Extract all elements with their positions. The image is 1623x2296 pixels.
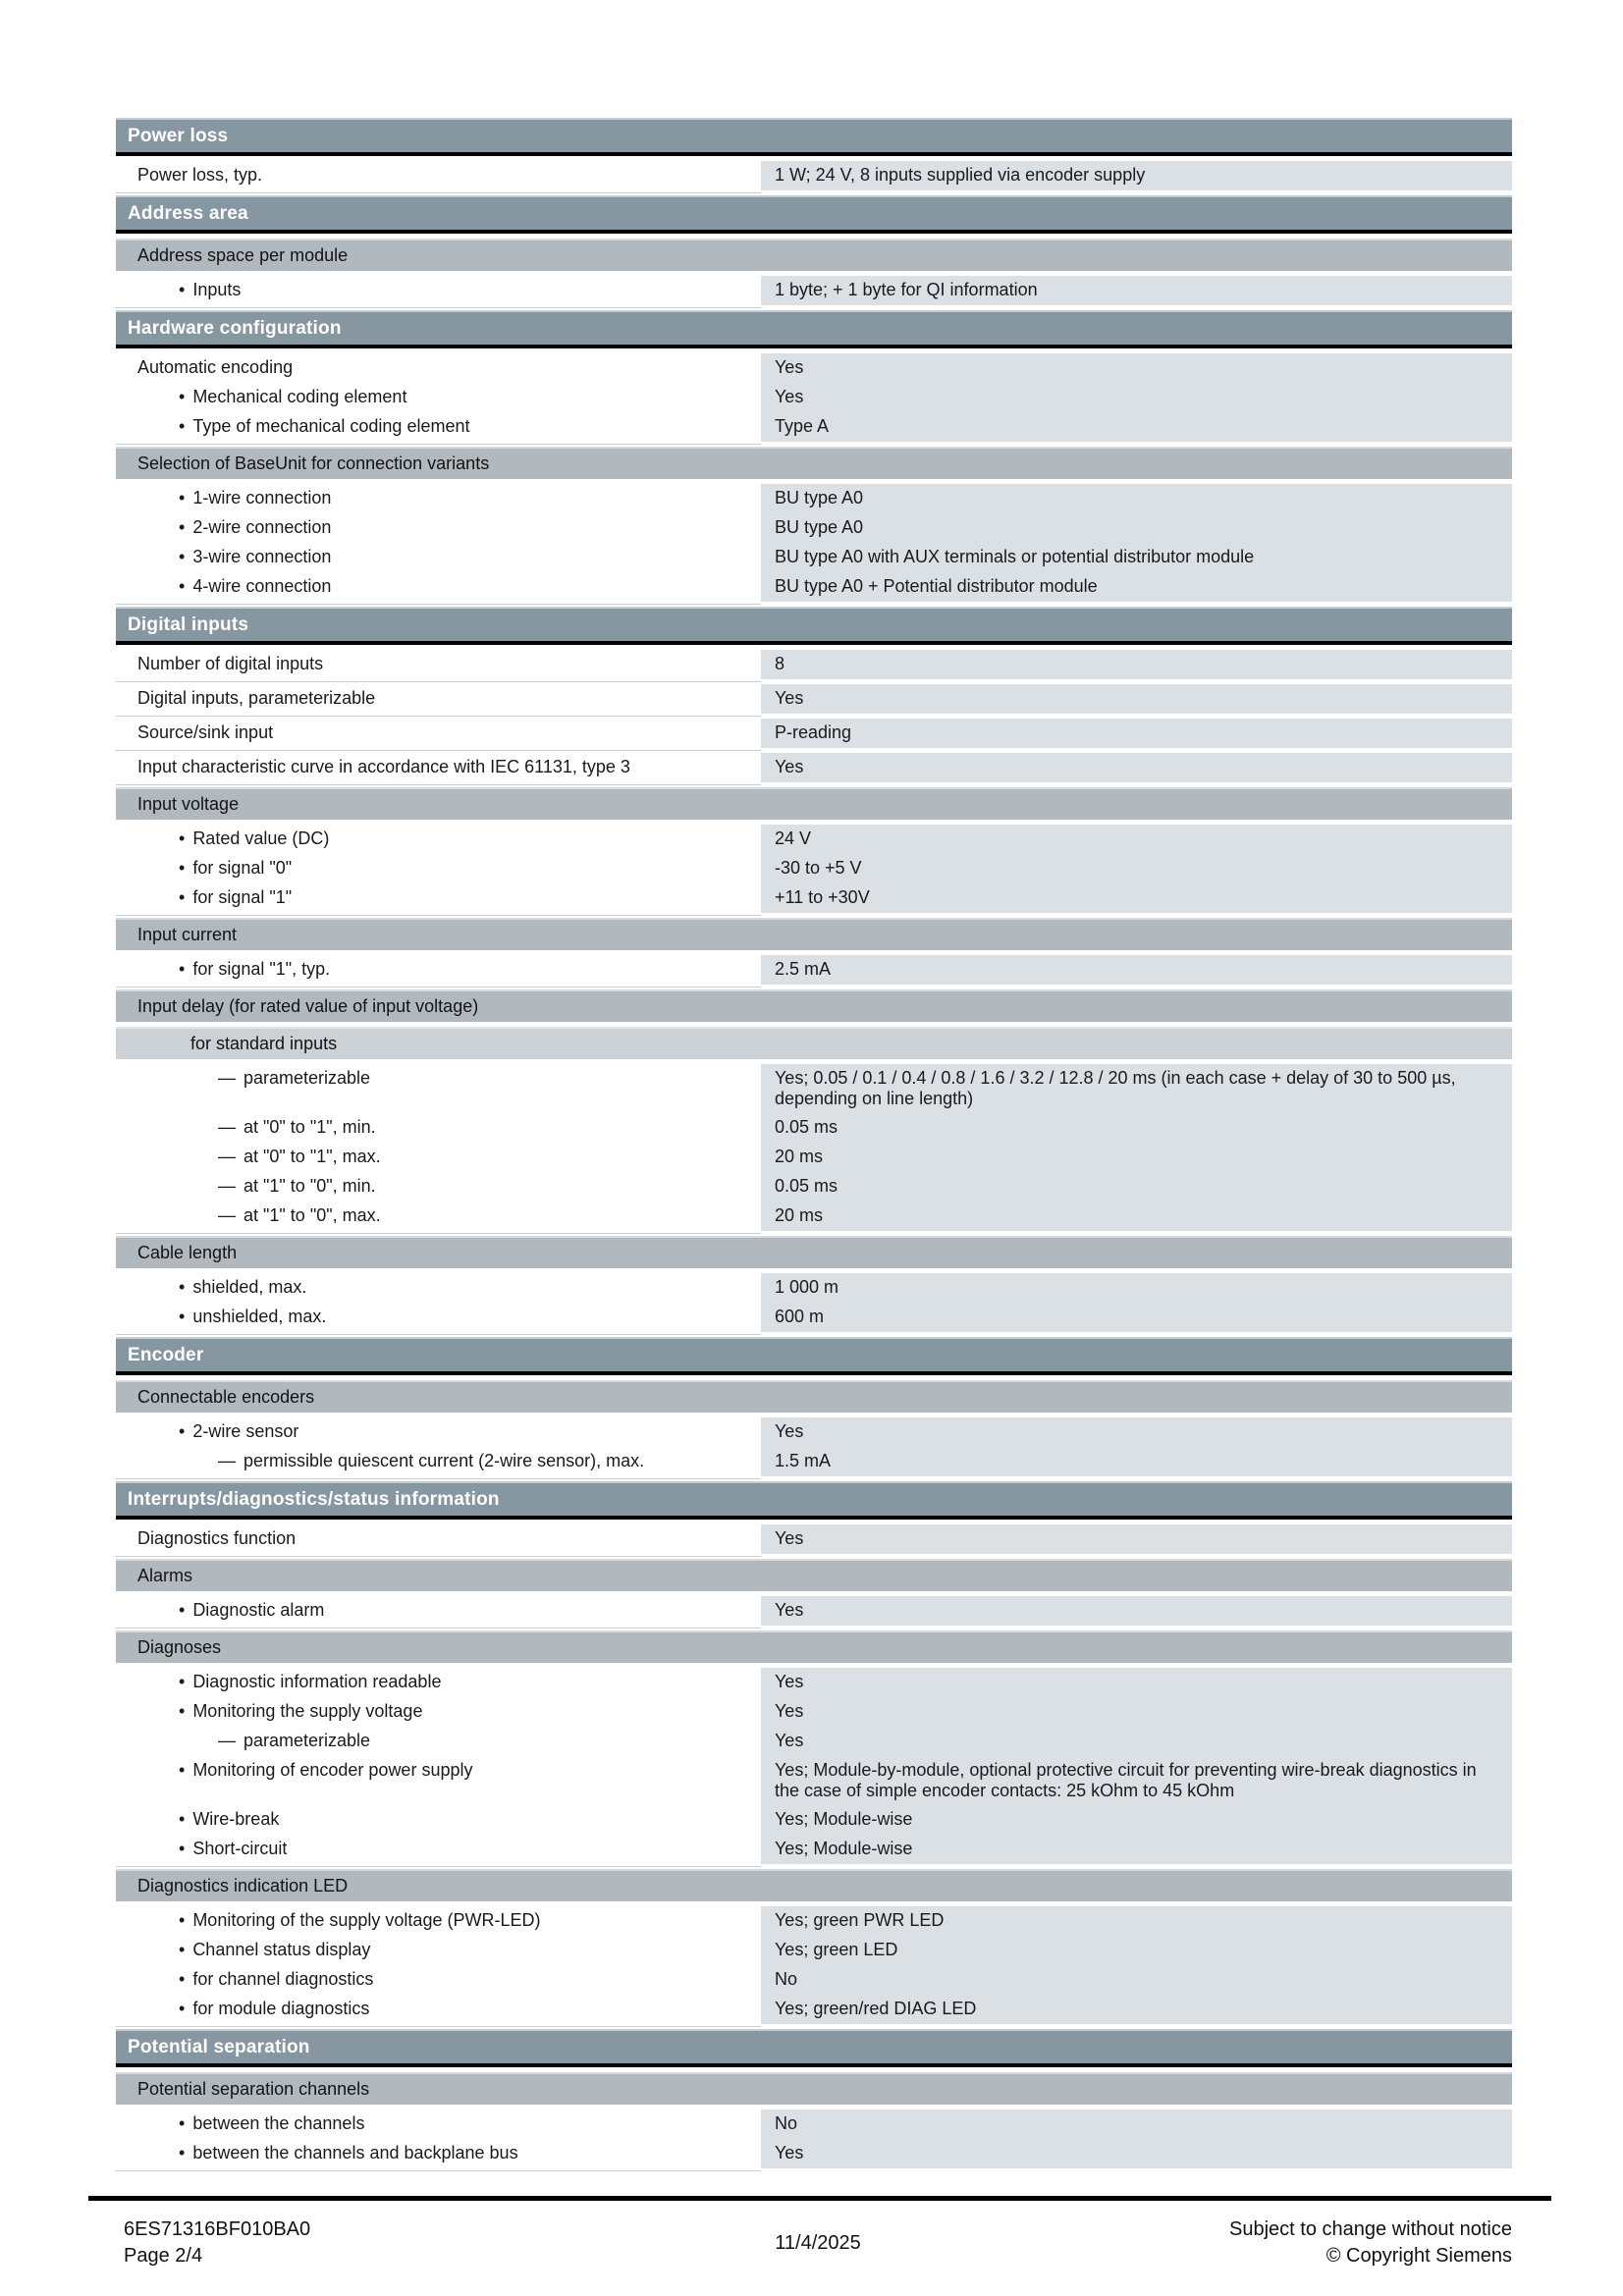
row-value — [761, 650, 1512, 679]
spec-row — [116, 650, 1512, 679]
footer-left — [124, 2216, 775, 2269]
row-label — [116, 513, 761, 543]
row-value-text: Yes — [774, 757, 804, 776]
spec-section — [116, 607, 1512, 1332]
row-value — [761, 1064, 1512, 1113]
row-label-text: Type of mechanical coding element — [192, 416, 470, 436]
row-label — [116, 2109, 761, 2139]
row-label-text: Input characteristic curve in accordance with IEC 61131, type 3 — [137, 757, 630, 776]
spec-row — [116, 1303, 1512, 1332]
row-value-text: Yes; 0.05 / 0.1 / 0.4 / 0.8 / 1.6 / 3.2 / 12.8 / 20 ms (in each case + delay of 30 to 500 µs, depending on line length) — [774, 1068, 1456, 1108]
bullet-marker: • — [179, 1969, 186, 1989]
spec-row — [116, 684, 1512, 714]
row-label — [116, 1417, 761, 1447]
dash-marker: — — [218, 1205, 236, 1225]
row-label — [116, 684, 761, 714]
row-label-text: for signal "0" — [192, 858, 293, 878]
row-label-text: Diagnostics function — [137, 1528, 297, 1548]
row-value — [761, 1936, 1512, 1965]
row-label-text: Short-circuit — [192, 1839, 288, 1858]
row-label — [116, 719, 761, 748]
spec-block — [116, 484, 1512, 602]
row-label-text: at "1" to "0", min. — [243, 1176, 376, 1196]
row-value — [761, 1447, 1512, 1476]
spec-section — [116, 310, 1512, 602]
page-number: Page 2/4 — [124, 2245, 203, 2267]
subheader: Potential separation channels — [116, 2072, 1512, 2105]
page-footer — [88, 2196, 1551, 2269]
row-value-text: P-reading — [774, 722, 851, 742]
spec-row — [116, 753, 1512, 782]
row-label-text: for channel diagnostics — [192, 1969, 374, 1989]
spec-row — [116, 353, 1512, 383]
bullet-marker: • — [179, 1999, 186, 2018]
bullet-marker: • — [179, 1600, 186, 1620]
row-label — [116, 1303, 761, 1332]
row-value — [761, 1995, 1512, 2024]
spec-row — [116, 854, 1512, 883]
subheader: Address space per module — [116, 239, 1512, 271]
spec-row — [116, 2139, 1512, 2168]
row-label — [116, 1201, 761, 1231]
row-label — [116, 1064, 761, 1113]
row-label — [116, 1697, 761, 1727]
spec-row — [116, 1273, 1512, 1303]
row-value-text: Yes — [774, 1672, 804, 1691]
row-label — [116, 1172, 761, 1201]
row-label-text: for signal "1" — [192, 887, 293, 907]
row-label — [116, 161, 761, 190]
section-divider — [116, 345, 1512, 348]
row-label — [116, 1995, 761, 2024]
section-divider — [116, 152, 1512, 156]
bullet-marker: • — [179, 2143, 186, 2163]
bullet-marker: • — [179, 387, 186, 406]
row-value — [761, 1596, 1512, 1626]
bullet-marker: • — [179, 576, 186, 596]
bullet-marker: • — [179, 887, 186, 907]
section-divider — [116, 2063, 1512, 2067]
row-value-text: Yes — [774, 357, 804, 377]
row-value — [761, 1524, 1512, 1554]
spec-row — [116, 955, 1512, 985]
subheader: Input current — [116, 918, 1512, 950]
row-label — [116, 484, 761, 513]
row-label — [116, 1143, 761, 1172]
subheader: Alarms — [116, 1559, 1512, 1591]
spec-section — [116, 1481, 1512, 2024]
spec-section — [116, 1337, 1512, 1476]
subheader: Diagnostics indication LED — [116, 1869, 1512, 1901]
row-value — [761, 2139, 1512, 2168]
row-label — [116, 1756, 761, 1805]
row-value-text: Yes — [774, 688, 804, 708]
section-header: Digital inputs — [116, 607, 1512, 641]
row-value-text: 1 000 m — [774, 1277, 839, 1297]
section-header: Hardware configuration — [116, 310, 1512, 345]
spec-row — [116, 1596, 1512, 1626]
spec-block — [116, 1273, 1512, 1332]
row-label-text: for signal "1", typ. — [192, 959, 331, 979]
row-label — [116, 1668, 761, 1697]
row-label-text: permissible quiescent current (2-wire sensor), max. — [243, 1451, 645, 1470]
row-value-text: +11 to +30V — [774, 887, 870, 907]
row-label-text: parameterizable — [243, 1068, 371, 1088]
spec-row — [116, 412, 1512, 442]
row-value — [761, 572, 1512, 602]
row-value — [761, 276, 1512, 305]
subheader: Selection of BaseUnit for connection variants — [116, 447, 1512, 479]
row-value — [761, 484, 1512, 513]
section-divider — [116, 230, 1512, 234]
row-label — [116, 543, 761, 572]
spec-row — [116, 883, 1512, 913]
row-value — [761, 1727, 1512, 1756]
row-label-text: 3-wire connection — [192, 547, 332, 566]
row-value-text: BU type A0 with AUX terminals or potential distributor module — [774, 547, 1255, 566]
row-value — [761, 854, 1512, 883]
row-label-text: Channel status display — [192, 1940, 371, 1959]
row-label-text: Mechanical coding element — [192, 387, 407, 406]
spec-block — [116, 1064, 1512, 1231]
spec-row — [116, 1965, 1512, 1995]
dash-marker: — — [218, 1147, 236, 1166]
row-value-text: 1 byte; + 1 byte for QI information — [774, 280, 1038, 299]
order-number: 6ES71316BF010BA0 — [124, 2218, 311, 2240]
row-label — [116, 1447, 761, 1476]
spec-row — [116, 1835, 1512, 1864]
spec-row — [116, 1064, 1512, 1113]
row-label — [116, 1596, 761, 1626]
row-label-text: for module diagnostics — [192, 1999, 370, 2018]
subheader: Connectable encoders — [116, 1380, 1512, 1413]
datasheet-page — [116, 118, 1512, 2269]
row-value — [761, 825, 1512, 854]
bullet-marker: • — [179, 1940, 186, 1959]
row-label-text: unshielded, max. — [192, 1307, 327, 1326]
spec-block — [116, 1668, 1512, 1864]
row-label — [116, 412, 761, 442]
spec-block — [116, 1417, 1512, 1476]
bullet-marker: • — [179, 959, 186, 979]
spec-block — [116, 1906, 1512, 2024]
row-label — [116, 753, 761, 782]
spec-block — [116, 2109, 1512, 2168]
row-value-text: 0.05 ms — [774, 1176, 838, 1196]
row-value-text: Yes — [774, 1701, 804, 1721]
dash-marker: — — [218, 1731, 236, 1750]
bullet-marker: • — [179, 1421, 186, 1441]
bullet-marker: • — [179, 1760, 186, 1780]
spec-row — [116, 543, 1512, 572]
row-label-text: Source/sink input — [137, 722, 274, 742]
row-label-text: Wire-break — [192, 1809, 280, 1829]
row-value — [761, 1835, 1512, 1864]
spec-block — [116, 719, 1512, 748]
spec-block — [116, 276, 1512, 305]
row-value — [761, 1668, 1512, 1697]
subheader: Cable length — [116, 1236, 1512, 1268]
row-label — [116, 650, 761, 679]
row-value-text: Yes — [774, 1600, 804, 1620]
row-label-text: Digital inputs, parameterizable — [137, 688, 376, 708]
row-label-text: Automatic encoding — [137, 357, 294, 377]
section-header: Interrupts/diagnostics/status information — [116, 1481, 1512, 1516]
spec-row — [116, 1697, 1512, 1727]
copyright: © Copyright Siemens — [1325, 2245, 1512, 2267]
spec-row — [116, 161, 1512, 190]
section-header: Encoder — [116, 1337, 1512, 1371]
subheader: Diagnoses — [116, 1630, 1512, 1663]
row-value — [761, 513, 1512, 543]
row-value — [761, 1417, 1512, 1447]
row-value-text: 20 ms — [774, 1205, 823, 1225]
spec-block — [116, 650, 1512, 679]
row-value — [761, 1303, 1512, 1332]
bullet-marker: • — [179, 280, 186, 299]
spec-row — [116, 1447, 1512, 1476]
subheader: Input voltage — [116, 787, 1512, 820]
row-label — [116, 2139, 761, 2168]
bullet-marker: • — [179, 858, 186, 878]
spec-block — [116, 955, 1512, 985]
spec-row — [116, 2109, 1512, 2139]
row-label-text: 2-wire sensor — [192, 1421, 299, 1441]
spec-block — [116, 353, 1512, 442]
row-value — [761, 412, 1512, 442]
dash-marker: — — [218, 1068, 236, 1088]
row-value — [761, 1697, 1512, 1727]
row-value-text: Yes — [774, 387, 804, 406]
row-value-text: Yes; green/red DIAG LED — [774, 1999, 977, 2018]
row-value-text: 1 W; 24 V, 8 inputs supplied via encoder supply — [774, 165, 1146, 185]
row-value-text: Yes — [774, 1421, 804, 1441]
spec-row — [116, 276, 1512, 305]
spec-table — [116, 118, 1512, 2168]
row-value-text: -30 to +5 V — [774, 858, 862, 878]
row-label — [116, 883, 761, 913]
spec-row — [116, 1805, 1512, 1835]
row-value-text: Yes; Module-wise — [774, 1839, 913, 1858]
row-label — [116, 353, 761, 383]
bullet-marker: • — [179, 2113, 186, 2133]
bullet-marker: • — [179, 1307, 186, 1326]
row-value — [761, 161, 1512, 190]
bullet-marker: • — [179, 547, 186, 566]
row-label-text: Diagnostic information readable — [192, 1672, 442, 1691]
footer-date: 11/4/2025 — [775, 2231, 861, 2254]
row-value — [761, 383, 1512, 412]
row-label — [116, 1936, 761, 1965]
spec-block — [116, 1596, 1512, 1626]
row-label-text: at "0" to "1", min. — [243, 1117, 376, 1137]
spec-row — [116, 1756, 1512, 1805]
row-value-text: 600 m — [774, 1307, 824, 1326]
row-label — [116, 825, 761, 854]
row-value-text: Yes; Module-by-module, optional protective circuit for preventing wire-break diagnostics in the case of simple encoder contacts: 25 kOhm to 45 kOhm — [774, 1760, 1477, 1800]
row-value-text: 1.5 mA — [774, 1451, 831, 1470]
spec-block — [116, 753, 1512, 782]
dash-marker: — — [218, 1451, 236, 1470]
row-value — [761, 719, 1512, 748]
row-label — [116, 955, 761, 985]
row-value — [761, 1172, 1512, 1201]
spec-row — [116, 1995, 1512, 2024]
row-value — [761, 753, 1512, 782]
spec-section — [116, 195, 1512, 305]
row-label — [116, 1906, 761, 1936]
bullet-marker: • — [179, 1277, 186, 1297]
spec-row — [116, 484, 1512, 513]
row-label — [116, 854, 761, 883]
row-label-text: parameterizable — [243, 1731, 371, 1750]
row-value-text: Type A — [774, 416, 829, 436]
row-value — [761, 353, 1512, 383]
section-header: Address area — [116, 195, 1512, 230]
spec-block — [116, 825, 1512, 913]
row-label-text: Monitoring of encoder power supply — [192, 1760, 473, 1780]
spec-row — [116, 1727, 1512, 1756]
footer-right — [861, 2216, 1512, 2269]
spec-row — [116, 1143, 1512, 1172]
spec-section — [116, 118, 1512, 190]
spec-row — [116, 1417, 1512, 1447]
row-value — [761, 1756, 1512, 1805]
spec-row — [116, 383, 1512, 412]
bullet-marker: • — [179, 1839, 186, 1858]
section-divider — [116, 641, 1512, 645]
row-value-text: BU type A0 — [774, 488, 864, 507]
row-label — [116, 1113, 761, 1143]
row-value-text: Yes; green PWR LED — [774, 1910, 945, 1930]
spec-row — [116, 719, 1512, 748]
bullet-marker: • — [179, 517, 186, 537]
bullet-marker: • — [179, 488, 186, 507]
section-divider — [116, 1516, 1512, 1520]
subheader: Input delay (for rated value of input voltage) — [116, 989, 1512, 1022]
subheader: for standard inputs — [116, 1027, 1512, 1059]
row-value-text: BU type A0 + Potential distributor module — [774, 576, 1098, 596]
spec-row — [116, 513, 1512, 543]
row-label-text: between the channels — [192, 2113, 365, 2133]
row-label-text: at "1" to "0", max. — [243, 1205, 381, 1225]
spec-row — [116, 1172, 1512, 1201]
row-label-text: Number of digital inputs — [137, 654, 324, 673]
spec-row — [116, 572, 1512, 602]
row-value-text: Yes; Module-wise — [774, 1809, 913, 1829]
dash-marker: — — [218, 1117, 236, 1137]
change-notice: Subject to change without notice — [1229, 2218, 1512, 2240]
row-value-text: 24 V — [774, 828, 811, 848]
row-value-text: Yes — [774, 1528, 804, 1548]
row-value-text: 20 ms — [774, 1147, 823, 1166]
spec-row — [116, 1906, 1512, 1936]
row-label — [116, 1524, 761, 1554]
row-label-text: between the channels and backplane bus — [192, 2143, 518, 2163]
row-label — [116, 1727, 761, 1756]
row-value — [761, 2109, 1512, 2139]
spec-row — [116, 1113, 1512, 1143]
row-label — [116, 572, 761, 602]
row-label-text: shielded, max. — [192, 1277, 307, 1297]
row-value — [761, 684, 1512, 714]
row-value — [761, 1113, 1512, 1143]
spec-row — [116, 1668, 1512, 1697]
row-label — [116, 383, 761, 412]
row-value-text: No — [774, 1969, 797, 1989]
bullet-marker: • — [179, 828, 186, 848]
bullet-marker: • — [179, 1809, 186, 1829]
row-label-text: Rated value (DC) — [192, 828, 330, 848]
row-label — [116, 1965, 761, 1995]
row-value — [761, 955, 1512, 985]
row-value — [761, 1965, 1512, 1995]
row-value-text: No — [774, 2113, 797, 2133]
row-label — [116, 1835, 761, 1864]
row-label — [116, 1273, 761, 1303]
row-value-text: 8 — [774, 654, 784, 673]
section-header: Potential separation — [116, 2029, 1512, 2063]
row-label-text: Power loss, typ. — [137, 165, 263, 185]
spec-row — [116, 1936, 1512, 1965]
row-value-text: 0.05 ms — [774, 1117, 838, 1137]
row-label — [116, 1805, 761, 1835]
section-header: Power loss — [116, 118, 1512, 152]
row-label-text: 4-wire connection — [192, 576, 332, 596]
row-value-text: Yes — [774, 2143, 804, 2163]
row-label-text: 1-wire connection — [192, 488, 332, 507]
row-value — [761, 1143, 1512, 1172]
dash-marker: — — [218, 1176, 236, 1196]
row-value — [761, 1273, 1512, 1303]
spec-block — [116, 1524, 1512, 1554]
spec-block — [116, 684, 1512, 714]
row-value-text: Yes; green LED — [774, 1940, 898, 1959]
bullet-marker: • — [179, 416, 186, 436]
row-value — [761, 543, 1512, 572]
spec-row — [116, 825, 1512, 854]
spec-block — [116, 161, 1512, 190]
row-value — [761, 883, 1512, 913]
bullet-marker: • — [179, 1910, 186, 1930]
spec-section — [116, 2029, 1512, 2168]
section-divider — [116, 1371, 1512, 1375]
row-label-text: Inputs — [192, 280, 242, 299]
row-value-text: Yes — [774, 1731, 804, 1750]
spec-row — [116, 1524, 1512, 1554]
row-value-text: BU type A0 — [774, 517, 864, 537]
row-value-text: 2.5 mA — [774, 959, 831, 979]
bullet-marker: • — [179, 1701, 186, 1721]
row-label-text: Monitoring of the supply voltage (PWR-LED) — [192, 1910, 541, 1930]
row-value — [761, 1906, 1512, 1936]
row-label-text: Diagnostic alarm — [192, 1600, 325, 1620]
row-value — [761, 1805, 1512, 1835]
bullet-marker: • — [179, 1672, 186, 1691]
spec-row — [116, 1201, 1512, 1231]
row-value — [761, 1201, 1512, 1231]
row-label-text: Monitoring the supply voltage — [192, 1701, 423, 1721]
row-label-text: at "0" to "1", max. — [243, 1147, 381, 1166]
row-label-text: 2-wire connection — [192, 517, 332, 537]
row-label — [116, 276, 761, 305]
